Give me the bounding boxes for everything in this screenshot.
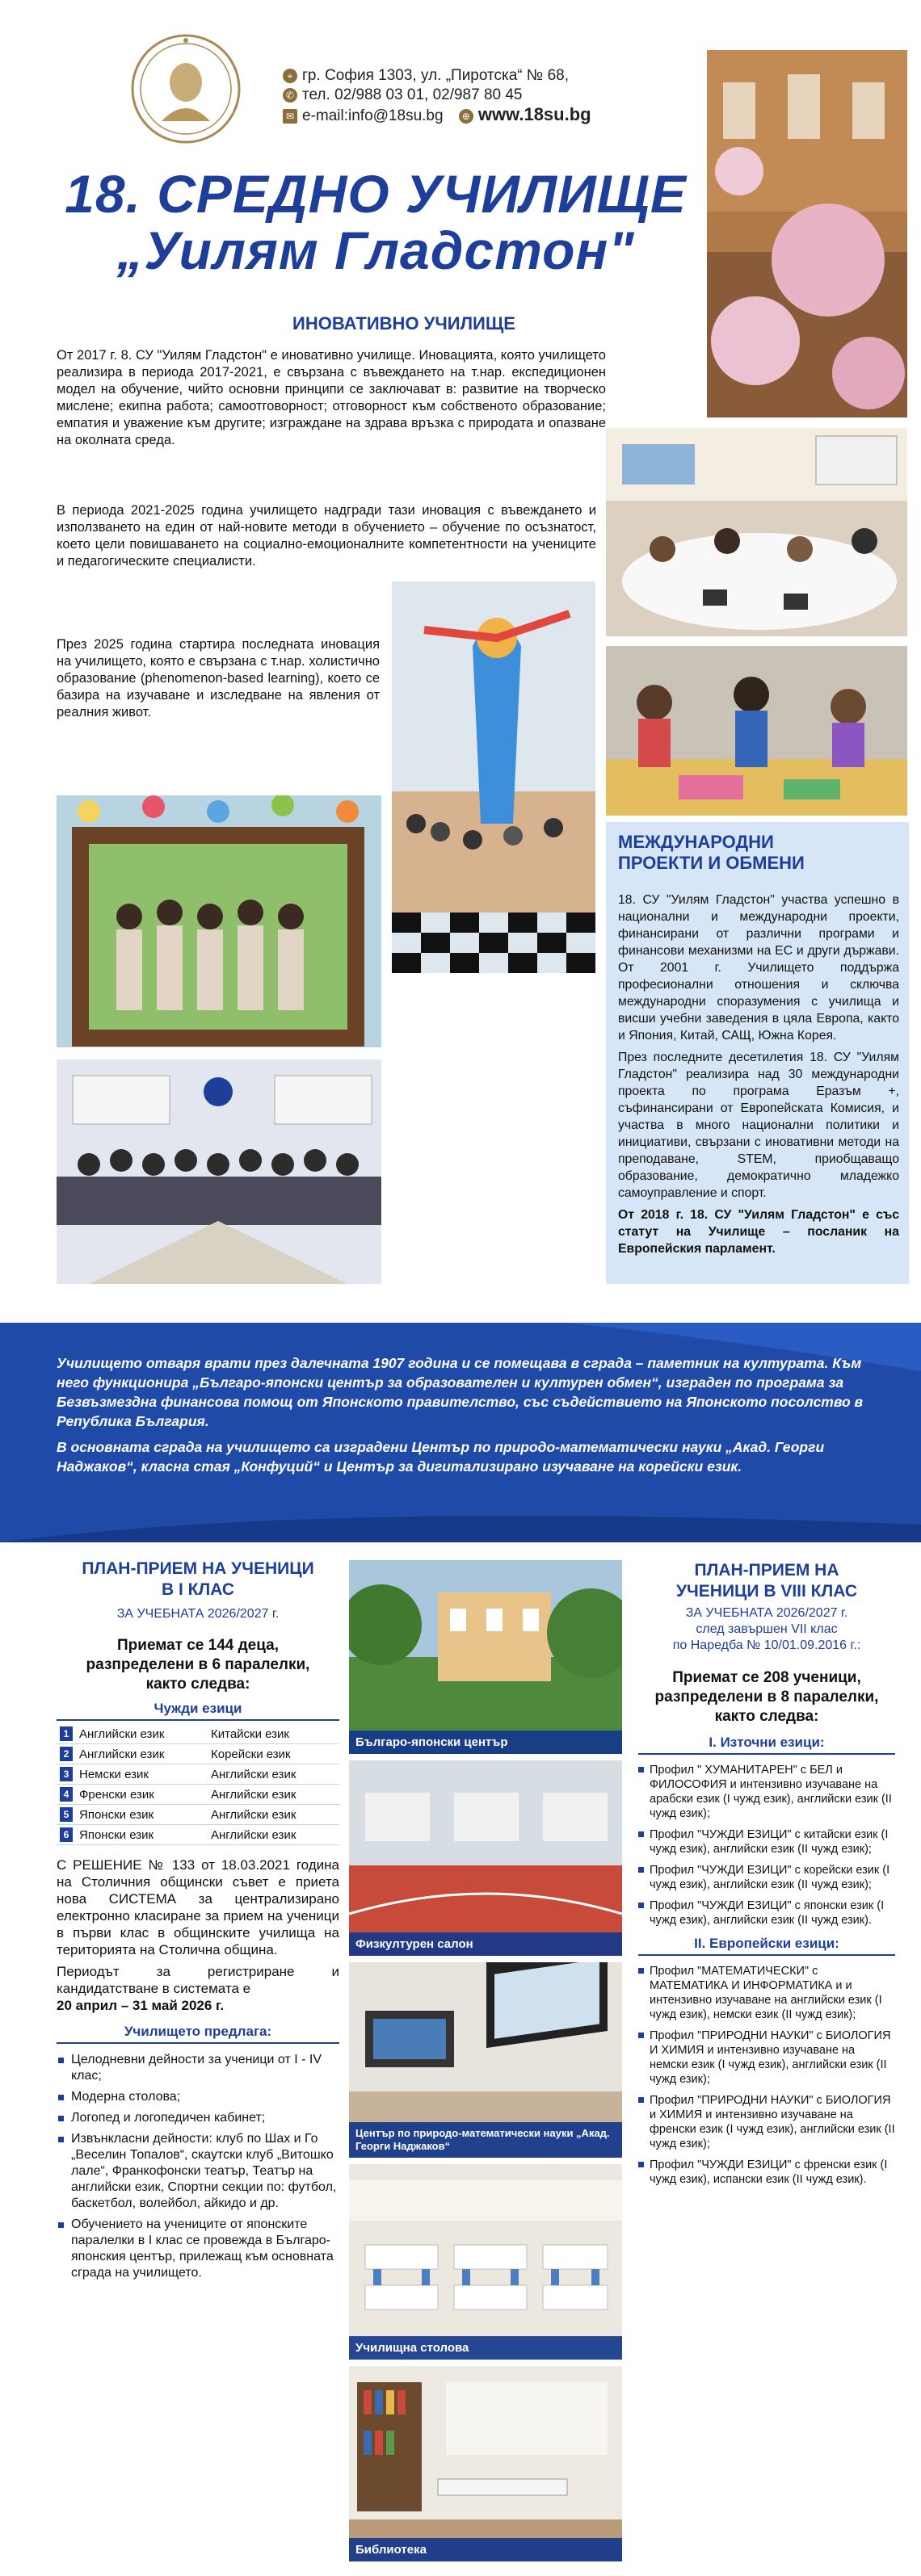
school-logo [129, 32, 242, 145]
offers-heading: Училището предлага: [57, 2024, 339, 2044]
offers-list [57, 2052, 339, 2281]
phone-icon: ✆ [283, 88, 297, 103]
international-heading-line-2: ПРОЕКТИ И ОБМЕНИ [618, 853, 805, 873]
language-row [57, 1805, 339, 1825]
plan1-accept-line-3: както следва: [145, 1676, 250, 1693]
japanese-center-caption: Българо-японски център [349, 1731, 622, 1754]
plan8-heading-line-1: ПЛАН-ПРИЕМ НА [694, 1561, 839, 1580]
language-table [57, 1724, 339, 1845]
plan1-accept [57, 1636, 339, 1694]
second-language: Английски език [208, 1785, 339, 1805]
plan1-heading [57, 1559, 339, 1601]
row-number-badge: 4 [57, 1785, 76, 1805]
plan1-foreign-heading: Чужди езици [57, 1701, 339, 1721]
plan1-heading-line-1: ПЛАН-ПРИЕМ НА УЧЕНИЦИ [82, 1559, 314, 1578]
page-title [48, 166, 703, 279]
row-number-badge: 5 [57, 1805, 76, 1825]
history-banner [0, 1323, 921, 1542]
offer-item: Целодневни дейности за ученици от I - IV клас; [57, 2052, 339, 2084]
innovative-paragraph-3: През 2025 година стартира последната иновация на училището, която е свързана с т.нар. холистично образование (phenomenon-based learning), което се базира на изучаване и изследване на явления от реалния живот. [57, 637, 380, 720]
innovative-text-top [57, 347, 606, 454]
carnival-photo [392, 581, 595, 973]
website-text[interactable]: www.18su.bg [477, 104, 591, 124]
second-language: Китайски език [208, 1724, 339, 1744]
title-line-1: 18. СРЕДНО УЧИЛИЩЕ [65, 164, 687, 224]
gym-caption: Физкултурен салон [349, 1932, 622, 1956]
offer-item: Обучението на учениците от японските паралелки в I клас се провежда в Българо-японския център, прилежащ към основната сграда на училището. [57, 2217, 339, 2281]
japanese-center-photo [349, 1560, 622, 1754]
web-icon: ⊕ [459, 109, 473, 124]
first-language: Японски език [76, 1825, 208, 1845]
language-row [57, 1724, 339, 1744]
language-row [57, 1764, 339, 1785]
plan1-period-dates: 20 април – 31 май 2026 г. [57, 1998, 225, 2013]
email-text: e-mail:info@18su.bg [302, 107, 444, 124]
eastern-profile-item: Профил "ЧУЖДИ ЕЗИЦИ" с японски език (I чужд език), английски език (II чужд език). [638, 1898, 895, 1928]
email-icon: ✉ [283, 109, 297, 124]
second-language: Английски език [208, 1764, 339, 1785]
contact-block [283, 66, 687, 126]
classroom-photo [606, 428, 907, 636]
second-language: Английски език [208, 1825, 339, 1845]
plan8-accept [638, 1668, 895, 1726]
plan8-accept-line-3: както следва: [714, 1708, 819, 1725]
international-paragraph-1: 18. СУ "Уилям Гладстон" участва успешно в национални и международни проекти, финансирани от различни програми и финансови механизми на ЕС и други държави. От 2001 г. Училището поддържа професионални отношения и сключва международни споразумения с училища и висши учебни заведения в цяла Европа, както и Япония, Китай, САЩ, Южна Корея. [618, 893, 899, 1043]
library-caption: Библиотека [349, 2538, 622, 2561]
international-text [618, 892, 899, 1262]
plan-eighth-grade [638, 1560, 895, 2193]
plan1-period-text: Периодът за регистриране и кандидатстване в системата е [57, 1964, 339, 1996]
conference-photo [57, 1059, 381, 1284]
offer-item: Модерна столова; [57, 2089, 339, 2105]
banner-paragraph-2: В основната сграда на училището са изградени Център по природо-математически науки „Акад. Георги Наджаков“, класна стая „Конфуций“ и Център за дигитализирано изучаване на корейски език. [57, 1439, 825, 1475]
canteen-photo [349, 2164, 622, 2360]
plan8-heading-line-2: УЧЕНИЦИ В VIII КЛАС [675, 1582, 858, 1601]
offer-item: Извънкласни дейности: клуб по Шах и Го „Веселин Топалов“, скаутски клуб „Витошко лале“, Франкофонски театър, Театър на английски език, Спортни секции по: футбол, баскетбол, волейбол, айкидо и др. [57, 2131, 339, 2212]
address-text: гр. София 1303, ул. „Пиротска“ № 68, [302, 67, 569, 84]
row-number-badge: 3 [57, 1764, 76, 1785]
innovative-heading: ИНОВАТИВНО УЧИЛИЩЕ [292, 313, 515, 334]
language-row [57, 1825, 339, 1845]
plan8-ordinance: по Наредба № 10/01.09.2016 г.: [672, 1638, 861, 1652]
international-heading-line-1: МЕЖДУНАРОДНИ [618, 832, 774, 852]
plan8-accept-line-1: Приемат се 208 ученици, [672, 1669, 861, 1686]
first-language: Френски език [76, 1785, 208, 1805]
plan8-after: след завършен VII клас [696, 1622, 838, 1636]
row-number-badge: 1 [57, 1724, 76, 1744]
gym-photo [349, 1760, 622, 1956]
european-profile-item: Профил "ПРИРОДНИ НАУКИ" с БИОЛОГИЯ И ХИМИЯ и интензивно изучаване на немски език (I чужд език), английски език (II чужд език); [638, 2028, 895, 2087]
plan8-subheading [638, 1605, 895, 1654]
science-center-photo [349, 1962, 622, 2158]
plan1-period [57, 1963, 339, 2014]
language-row [57, 1744, 339, 1764]
first-language: Японски език [76, 1805, 208, 1825]
students-painting-photo [606, 646, 907, 816]
magnolia-photo [707, 50, 907, 417]
international-heading [618, 832, 893, 874]
eastern-heading: I. Източни езици: [638, 1735, 895, 1755]
first-language: Немски език [76, 1764, 208, 1785]
plan-first-grade [57, 1559, 339, 2286]
title-line-2: „Уилям Гладстон" [116, 220, 635, 280]
language-row [57, 1785, 339, 1805]
offer-item: Логопед и логопедичен кабинет; [57, 2110, 339, 2126]
innovative-paragraph-2: В периода 2021-2025 година училището надгради тази иновация с въвеждането и използването на един от най-новите методи в обучението – обучение по осъзнатост, което цели повишаването на социално-емоционалните компетентности на учениците и педагогическите специалисти. [57, 503, 596, 568]
international-paragraph-2: През последните десетилетия 18. СУ "Уилям Гладстон" реализира над 30 международни проекта по програма Еразъм +, съфинансирани от Европейската Комисия, и участва в много национални политики и инициативи, свързани с иновативни методи на преподаване, STEM, приобщаващо образование, демократично младежко самоуправление и спорт. [618, 1051, 899, 1200]
plan1-accept-line-2: разпределени в 6 паралелки, [86, 1656, 310, 1673]
first-language: Английски език [76, 1724, 208, 1744]
row-number-badge: 2 [57, 1744, 76, 1764]
location-icon: ⌖ [283, 69, 297, 83]
phone-text: тел. 02/988 03 01, 02/987 80 45 [302, 86, 523, 103]
innovative-text-mid [57, 502, 596, 575]
eastern-profile-item: Профил "ЧУЖДИ ЕЗИЦИ" с корейски език (I чужд език), английски език (II чужд език); [638, 1863, 895, 1892]
library-photo [349, 2366, 622, 2561]
plan1-year: ЗА УЧЕБНАТА 2026/2027 г. [116, 1607, 280, 1621]
innovative-text-bottom [57, 636, 380, 726]
banner-paragraph-1: Училището отваря врати през далечната 1907 година и се помещава в сграда – паметник на културата. Към него функционира „Българо-японски център за образователен и културен обмен“, изграден по програма за Безвъзмездна финансова помощ от Японското правителство, със съдействието на Японското посолство в Република България. [57, 1355, 864, 1429]
banner-text [57, 1353, 864, 1476]
first-language: Английски език [76, 1744, 208, 1764]
group-frame-photo [57, 795, 381, 1047]
european-profile-item: Профил "МАТЕМАТИЧЕСКИ" с МАТЕМАТИКА И ИНФОРМАТИКА и и интензивно изучаване на английски език (I чужд език), немски език (II чужд език); [638, 1964, 895, 2022]
canteen-caption: Училищна столова [349, 2336, 622, 2360]
science-center-caption: Център по природо-математически науки „Акад. Георги Наджаков“ [349, 2122, 622, 2158]
plan1-accept-line-1: Приемат се 144 деца, [117, 1637, 279, 1654]
eastern-profile-item: Профил "ЧУЖДИ ЕЗИЦИ" с китайски език (I чужд език), английски език (II чужд език); [638, 1827, 895, 1856]
plan8-heading [638, 1560, 895, 1602]
second-language: Английски език [208, 1805, 339, 1825]
row-number-badge: 6 [57, 1825, 76, 1845]
plan1-heading-line-2: В I КЛАС [161, 1580, 235, 1599]
european-profile-item: Профил "ЧУЖДИ ЕЗИЦИ" с френски език (I чужд език), испански език (II чужд език). [638, 2158, 895, 2187]
eastern-profile-item: Профил " ХУМАНИТАРЕН" с БЕЛ и ФИЛОСОФИЯ и интензивно изучаване на арабски език (I чужд език), английски език (II чужд език); [638, 1763, 895, 1821]
second-language: Корейски език [208, 1744, 339, 1764]
european-profile-item: Профил "ПРИРОДНИ НАУКИ" с БИОЛОГИЯ и ХИМИЯ и интензивно изучаване на френски език (I чужд език), английски език (II чужд език); [638, 2093, 895, 2151]
eastern-profiles-list [638, 1763, 895, 1928]
plan8-year: ЗА УЧЕБНАТА 2026/2027 г. [685, 1606, 848, 1620]
innovative-paragraph-1: От 2017 г. 8. СУ "Уилям Гладстон" е иновативно училище. Иновацията, която училището реализира в периода 2017-2021, е свързана с въвеждането на т.нар. експедиционен модел на обучение, чийто основни принципи се заключават в: развитие на творческо мислене; екипна работа; самоотговорност; отговорност към собственото образование; емпатия и уважение към другите; изграждане на здрава връзка с природата и опазване на околната среда. [57, 348, 606, 447]
european-profiles-list [638, 1964, 895, 2187]
plan1-decision: С РЕШЕНИЕ № 133 от 18.03.2021 година на Столичния общински съвет е приета нова СИСТЕМА за централизирано електронно класиране за прием на ученици в първи клас в общинските училища на територията на Столична община. [57, 1857, 339, 1957]
international-paragraph-3: От 2018 г. 18. СУ "Уилям Гладстон" е със статут на Училище – посланик на Европейския парламент. [618, 1208, 899, 1256]
plan8-accept-line-2: разпределени в 8 паралелки, [654, 1689, 879, 1705]
european-heading: II. Европейски езици: [638, 1936, 895, 1956]
